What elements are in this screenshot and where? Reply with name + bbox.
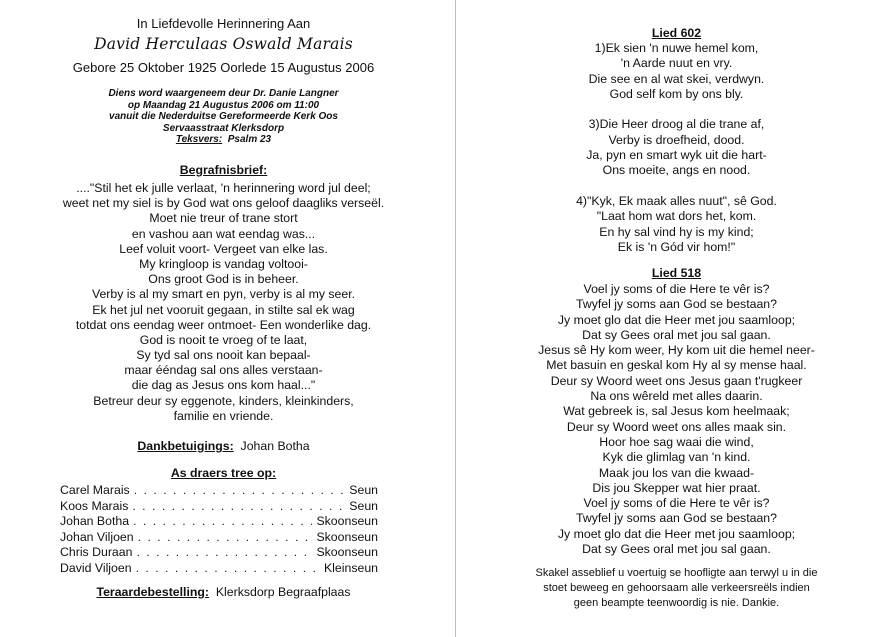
- bearer-relation: Seun: [349, 483, 378, 497]
- hymn-line: 1)Ek sien 'n nuwe hemel kom,: [594, 41, 759, 55]
- hymn-line: God self kom by ons bly.: [609, 86, 744, 101]
- hymn-line: Jy moet glo dat die Heer met jou saamloop;: [557, 526, 796, 541]
- hymn-line: Jy moet glo dat die Heer met jou saamloop;: [557, 312, 796, 327]
- bearer-name: Johan Viljoen: [60, 529, 134, 544]
- burial: [0, 585, 447, 599]
- hymn-line: Dis jou Skepper wat hier praat.: [592, 480, 761, 495]
- letter-line: Ons groot God is in beheer.: [148, 272, 299, 287]
- hymn-line: Hoor hoe sag waai die wind,: [599, 434, 754, 449]
- hymn-line: 'n Aarde nuut en vry.: [620, 56, 733, 71]
- hymn-line: Die see en al wat skei, verdwyn.: [588, 71, 765, 86]
- letter-line: weet net my siel is by God wat ons geloof daagliks verseël.: [62, 196, 385, 211]
- teksvers: [0, 134, 447, 146]
- hymn1-title: Lied 602: [651, 26, 702, 40]
- dot-leader: [138, 530, 313, 546]
- deceased-name: David Herculaas Oswald Marais: [94, 35, 353, 53]
- letter-line: Leef voluit voort- Vergeet van elke las.: [119, 241, 328, 256]
- hymn-line: Met basuin en geskal kom Hy al sy mense haal.: [546, 358, 807, 373]
- hymn-line: [459, 179, 894, 194]
- hymn-line: Wat gebreek is, sal Jesus kom heelmaak;: [563, 404, 790, 419]
- hymn-line: Dat sy Gees oral met jou sal gaan.: [582, 542, 771, 557]
- hymn1-text: [459, 41, 894, 255]
- traffic-notice: [459, 566, 894, 611]
- letter-line: God is nooit te vroeg of te laat,: [139, 332, 308, 347]
- thanks: [0, 439, 447, 453]
- bearer-name: Koos Marais: [60, 498, 129, 513]
- intro-text: In Liefdevolle Herinnering Aan: [136, 16, 311, 31]
- bearer-row: [60, 514, 378, 530]
- bearer-row: [60, 561, 378, 577]
- bearer-relation: Skoonseun: [316, 545, 378, 560]
- letter-line: familie en vriende.: [173, 408, 274, 423]
- bearers-heading: As draers tree op:: [170, 466, 277, 480]
- burial-value: Klerksdorp Begraafplaas: [215, 585, 351, 599]
- letter-line: totdat ons eendag weer ontmoet- Een wonderlike dag.: [75, 317, 372, 332]
- teksvers-label: Teksvers:: [175, 134, 223, 146]
- letter-heading: Begrafnisbrief:: [179, 163, 268, 177]
- hymn-line: Ons moeite, angs en nood.: [602, 163, 751, 178]
- hymn-line: 3)Die Heer droog al die trane af,: [588, 117, 765, 132]
- teksvers-value: Psalm 23: [227, 134, 272, 146]
- life-dates: Gebore 25 Oktober 1925 Oorlede 15 Augustus 2006: [72, 60, 375, 75]
- thanks-label: Dankbetuigings:: [137, 439, 234, 453]
- hymn-line: Jesus sê Hy kom weer, Hy kom uit die hemel neer-: [538, 343, 815, 358]
- letter-line: Sy tyd sal ons nooit kan bepaal-: [136, 348, 311, 363]
- service-line: Servaasstraat Klerksdorp: [162, 122, 285, 134]
- dot-leader: [132, 499, 345, 515]
- hymn-line: Maak jou los van die kwaad-: [598, 465, 755, 480]
- hymn-line: Ek is 'n Gód vir hom!": [617, 239, 736, 254]
- service-line: vanuit die Nederduitse Gereformeerde Kerk Oos: [109, 111, 338, 123]
- bearer-name: Chris Duraan: [60, 545, 133, 560]
- hymn-line: 4)"Kyk, Ek maak alles nuut", sê God.: [576, 193, 777, 208]
- hymn-line: Ja, pyn en smart wyk uit die hart-: [586, 148, 767, 163]
- hymn-line: Twyfel jy soms aan God se bestaan?: [576, 297, 777, 312]
- notice-line: geen beampte teenwoordig is nie. Dankie.: [573, 597, 780, 609]
- letter-line: Moet nie treur of trane stort: [149, 211, 298, 226]
- right-page: [447, 0, 894, 637]
- hymn-line: En hy sal vind hy is my kind;: [599, 224, 754, 239]
- notice-line: Skakel asseblief u voertuig se hoofligte aan terwyl u in die: [535, 567, 818, 579]
- hymn2-text: [459, 282, 894, 557]
- bearer-name: Carel Marais: [60, 483, 130, 497]
- bearer-row: [60, 545, 378, 561]
- service-line: op Maandag 21 Augustus 2006 om 11:00: [127, 99, 320, 111]
- dot-leader: [133, 514, 312, 530]
- hymn-line: Dat sy Gees oral met jou sal gaan.: [582, 327, 771, 342]
- service-details: [0, 88, 447, 146]
- dot-leader: [134, 483, 346, 499]
- hymn-line: Voel jy soms of die Here te vêr is?: [583, 496, 770, 511]
- letter-line: ...."Stil het ek julle verlaat, 'n herinnering word jul deel;: [76, 181, 371, 195]
- hymn-line: "Laat hom wat dors het, kom.: [596, 209, 757, 224]
- letter-line: maar ééndag sal ons alles verstaan-: [124, 363, 323, 378]
- letter-line: Verby is al my smart en pyn, verby is al my seer.: [91, 287, 356, 302]
- hymn-line: [459, 102, 894, 117]
- funeral-letter: [0, 181, 447, 424]
- hymn-line: Twyfel jy soms aan God se bestaan?: [576, 511, 777, 526]
- service-line: Diens word waargeneem deur Dr. Danie Langner: [108, 88, 339, 99]
- hymn2-title: Lied 518: [651, 266, 702, 280]
- bearer-name: David Viljoen: [60, 560, 132, 575]
- hymn-line: Verby is droefheid, dood.: [608, 132, 745, 147]
- letter-line: Betreur deur sy eggenote, kinders, kleinkinders,: [93, 393, 354, 408]
- letter-line: die dag as Jesus ons kom haal...": [131, 378, 316, 393]
- bearer-relation: Seun: [349, 498, 378, 513]
- bearer-row: [60, 499, 378, 515]
- hymn-line: Deur sy Woord weet ons Jesus gaan t'rugkeer: [550, 373, 803, 388]
- bearer-row: [60, 530, 378, 546]
- hymn-line: Na ons wêreld met alles daarin.: [590, 389, 763, 404]
- letter-line: My kringloop is vandag voltooi-: [139, 256, 308, 271]
- bearer-name: Johan Botha: [60, 514, 130, 529]
- bearers-list: [60, 483, 378, 577]
- bearer-relation: Skoonseun: [316, 529, 378, 544]
- hymn-line: Kyk die glimlag van 'n kind.: [602, 450, 751, 465]
- hymn-line: Deur sy Woord weet ons alles maak sin.: [566, 419, 787, 434]
- letter-line: Ek het jul net vooruit gegaan, in stilte sal ek wag: [92, 302, 355, 317]
- bearer-row: [60, 483, 378, 499]
- hymn-line: Voel jy soms of die Here te vêr is?: [583, 282, 770, 296]
- thanks-value: Johan Botha: [240, 439, 310, 453]
- bearer-relation: Skoonseun: [316, 514, 378, 529]
- burial-label: Teraardebestelling:: [96, 585, 209, 599]
- letter-line: en vashou aan wat eendag was...: [131, 226, 316, 241]
- notice-line: stoet beweeg en gehoorsaam alle verkeersreëls indien: [543, 582, 810, 594]
- dot-leader: [136, 545, 312, 561]
- bearer-relation: Kleinseun: [323, 560, 378, 575]
- dot-leader: [136, 561, 320, 577]
